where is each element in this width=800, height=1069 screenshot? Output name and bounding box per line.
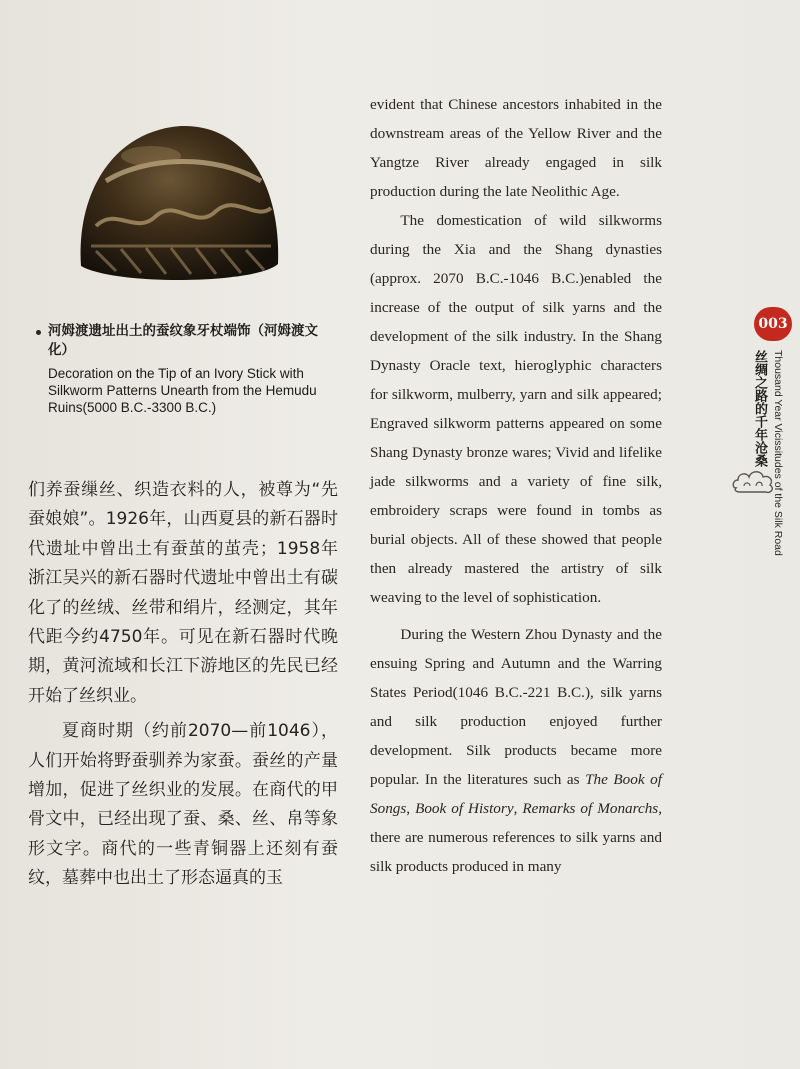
book-title-songs: The Book of Songs	[370, 771, 662, 817]
english-body-text	[370, 90, 662, 881]
side-title-cn: 丝绸之路的千年沧桑	[752, 350, 767, 467]
figure-caption-en: Decoration on the Tip of an Ivory Stick with Silkworm Patterns Unearth from the Hemudu Ruins(5000 B.C.-3300 B.C.)	[48, 366, 317, 415]
chinese-body-text	[28, 476, 338, 894]
en-paragraph-3-text-a: During the Western Zhou Dynasty and the ensuing Spring and Autumn and the Warring States Period(1046 B.C.-221 B.C.), silk yarns and silk production enjoyed further development. Silk products became more popular. In the literatures such as	[370, 626, 662, 788]
en-paragraph-3	[370, 620, 662, 881]
separator: ,	[406, 800, 416, 817]
page-number-badge: 003	[754, 307, 792, 341]
auspicious-cloud-icon	[730, 464, 778, 498]
en-paragraph-3-text-b: , there are numerous references to silk yarns and silk products produced in many	[370, 800, 663, 875]
separator: ,	[513, 800, 523, 817]
en-paragraph-2: The domestication of wild silkworms during the Xia and the Shang dynasties (approx. 2070 B.C.-1046 B.C.)enabled the increase of the output of silk yarns and the development of the silk industry. In the Shang Dynasty Oracle text, hieroglyphic characters for silkworm, mulberry, yarn and silk appeared; Engraved silkworm patterns appeared on some Shang Dynasty bronze wares; Vivid and lifelike jade silkworms and a variety of fine silk, embroidery scraps were found in tombs as burial objects. All of these showed that people then already mastered the artistry of silk weaving to the level of sophistication.	[370, 212, 662, 606]
ivory-stick-tip-photo	[56, 86, 296, 306]
caption-bullet	[36, 330, 41, 335]
cn-paragraph-2: 夏商时期（约前2070—前1046），人们开始将野蚕驯养为家蚕。蚕丝的产量增加，促进了丝织业的发展。在商代的甲骨文中，已经出现了蚕、桑、丝、帛等象形文字。商代的一些青铜器上还刻有蚕纹，墓葬中也出土了形态逼真的玉	[28, 721, 338, 889]
figure-caption-cn: 河姆渡遗址出土的蚕纹象牙杖端饰（河姆渡文化）	[48, 323, 318, 358]
book-title-history: Book of History	[415, 800, 514, 817]
cn-paragraph-1: 们养蚕缫丝、织造衣料的人，被尊为“先蚕娘娘”。1926年，山西夏县的新石器时代遗址中曾出土有蚕茧的茧壳；1958年浙江吴兴的新石器时代遗址中曾出土有碳化了的丝绒、丝带和绢片，经测定，其年代距今约4750年。可见在新石器时代晚期，黄河流域和长江下游地区的先民已经开始了丝织业。	[28, 480, 338, 706]
en-paragraph-1: evident that Chinese ancestors inhabited in the downstream areas of the Yellow River and the Yangtze River already engaged in silk production during the late Neolithic Age.	[370, 96, 662, 200]
side-title-en: Thousand Year Vicissitudes of the Silk Road	[772, 350, 784, 556]
book-title-monarchs: Remarks of Monarchs	[522, 800, 659, 817]
